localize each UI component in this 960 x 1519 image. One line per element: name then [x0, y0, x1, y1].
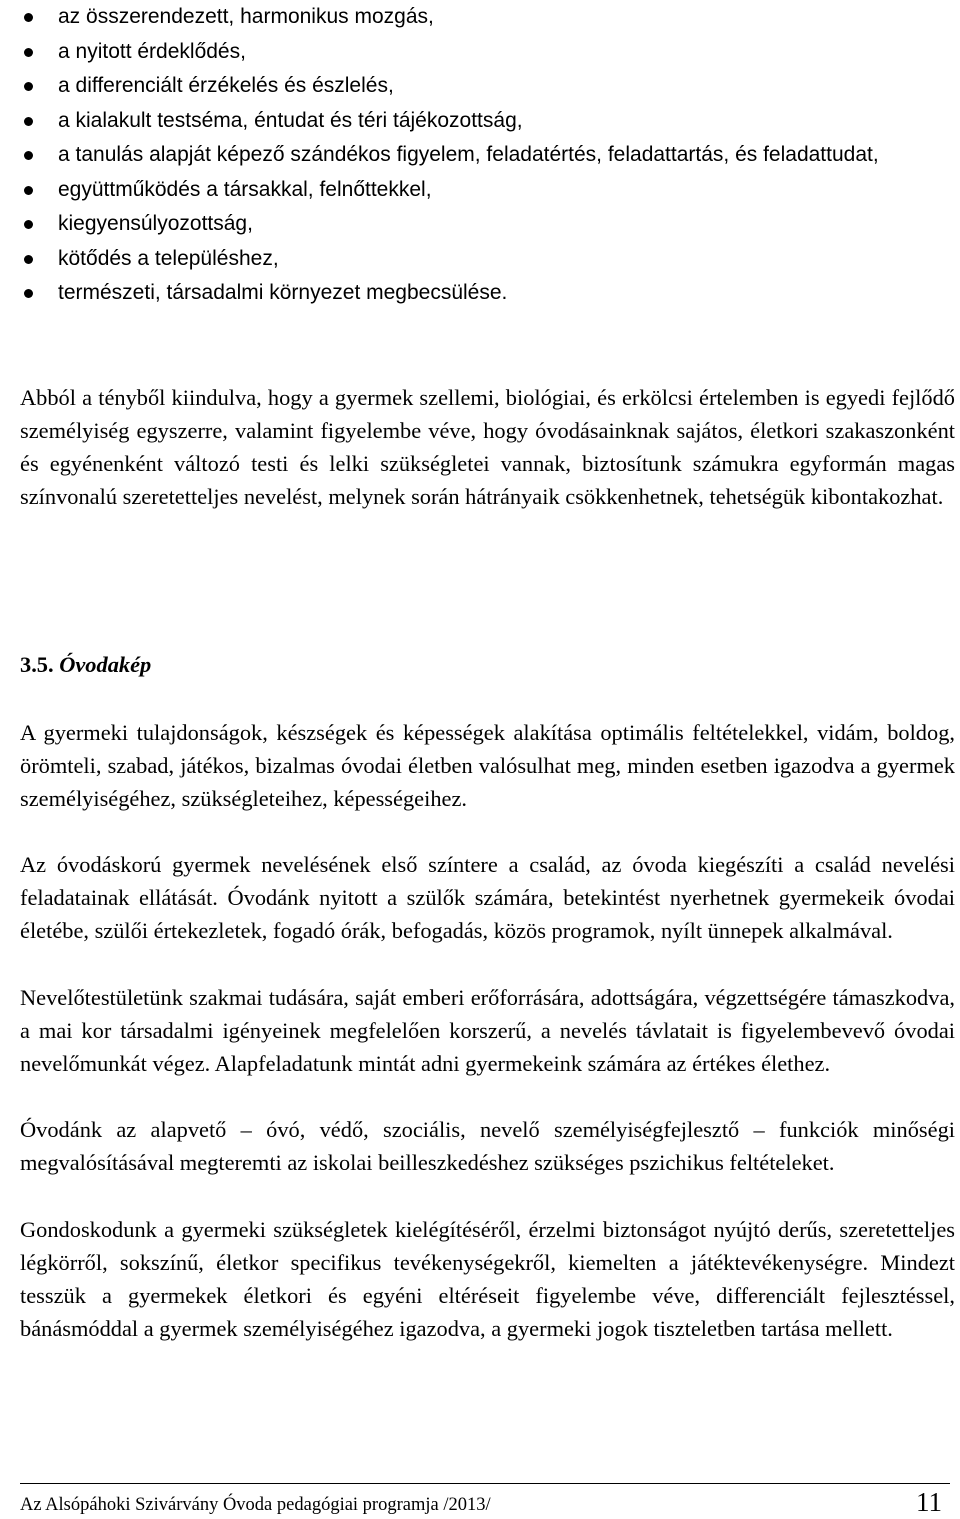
bullet-icon [24, 289, 33, 298]
bullet-icon [24, 255, 33, 264]
list-item-text: a tanulás alapját képező szándékos figyelem, feladatértés, feladattartás, és feladattudat, [58, 143, 879, 166]
bullet-icon [24, 220, 33, 229]
bullet-icon [24, 186, 33, 195]
list-item-text: az összerendezett, harmonikus mozgás, [58, 5, 434, 28]
footer-text: Az Alsópáhoki Szivárvány Óvoda pedagógiai programja /2013/ [20, 1495, 491, 1515]
bullet-icon [24, 13, 33, 22]
list-item-text: kötődés a településhez, [58, 246, 279, 270]
list-item [20, 173, 950, 208]
paragraph: Nevelőtestületünk szakmai tudására, saját emberi erőforrására, adottságára, végzettségére támaszkodva, a mai kor társadalmi igényeinek megfelelően korszerű, a nevelés távlatait is figyelembevevő óvodai nevelőmunkát végez. Alapfeladatunk mintát adni gyermekeink számára az értékes élethez. [20, 985, 955, 1076]
list-item-text: a kialakult testséma, éntudat és téri tájékozottság, [58, 108, 523, 132]
bullet-icon [24, 48, 33, 57]
paragraph: Gondoskodunk a gyermeki szükségletek kielégítéséről, érzelmi biztonságot nyújtó derűs, szeretetteljes légkörről, sokszínű, életkor specifikus tevékenységekről, kiemelten a játéktevékenységre. Mindezt tesszük a gyermekek életkori és egyéni eltéréseit figyelembe véve, differenciált fejlesztéssel, bánásmóddal a gyermek személyiségéhez igazodva, a gyermeki jogok tiszteletben tartása mellett. [20, 1217, 955, 1341]
list-item [20, 276, 950, 311]
list-item-text: a differenciált érzékelés és észlelés, [58, 74, 394, 97]
list-item-text: természeti, társadalmi környezet megbecsülése. [58, 281, 508, 304]
list-item-text: együttműködés a társakkal, felnőttekkel, [58, 177, 432, 201]
bullet-list [20, 0, 950, 311]
bullet-icon [24, 82, 33, 91]
intro-paragraph: Abból a tényből kiindulva, hogy a gyermek szellemi, biológiai, és erkölcsi értelemben is egyedi fejlődő személyiség egyszerre, valamint figyelembe véve, hogy óvodásainknak sajátos, életkori szakaszonként és egyénenként változó testi és lelki szükségletei vannak, biztosítunk számukra egyformán magas színvonalú szeretetteljes nevelést, melynek során hátrányaik csökkenhetnek, tehetségük kibontakozhat. [20, 385, 955, 509]
list-item [20, 0, 950, 35]
list-item [20, 104, 950, 139]
bullet-icon [24, 151, 33, 160]
section-title: Óvodakép [59, 652, 152, 677]
paragraph: A gyermeki tulajdonságok, készségek és képességek alakítása optimális feltételekkel, vidám, boldog, örömteli, szabad, játékos, bizalmas óvodai életben valósulhat meg, minden esetben igazodva a gyermek személyiségéhez, szükségleteihez, képességeihez. [20, 720, 955, 811]
paragraph: Óvodánk az alapvető – óvó, védő, szociális, nevelő személyiségfejlesztő – funkciók minőségi megvalósításával megteremti az iskolai beilleszkedéshez szükséges pszichikus feltételeket. [20, 1117, 955, 1175]
list-item-text: a nyitott érdeklődés, [58, 39, 246, 63]
list-item-text: kiegyensúlyozottság, [58, 212, 253, 235]
footer-divider [20, 1483, 950, 1484]
section-heading [20, 648, 151, 681]
page-number: 11 [916, 1487, 942, 1517]
bullet-icon [24, 117, 33, 126]
paragraph: Az óvodáskorú gyermek nevelésének első színtere a család, az óvoda kiegészíti a család nevelési feladatainak ellátását. Óvodánk nyitott a szülők számára, betekintést nyerhetnek gyermekeik óvodai életébe, szülői értekezletek, fogadó órák, befogadás, közös programok, nyílt ünnepek alkalmával. [20, 852, 955, 943]
list-item [20, 138, 950, 173]
list-item [20, 35, 950, 70]
list-item [20, 242, 950, 277]
section-number: 3.5. [20, 652, 54, 677]
list-item [20, 69, 950, 104]
list-item [20, 207, 950, 242]
